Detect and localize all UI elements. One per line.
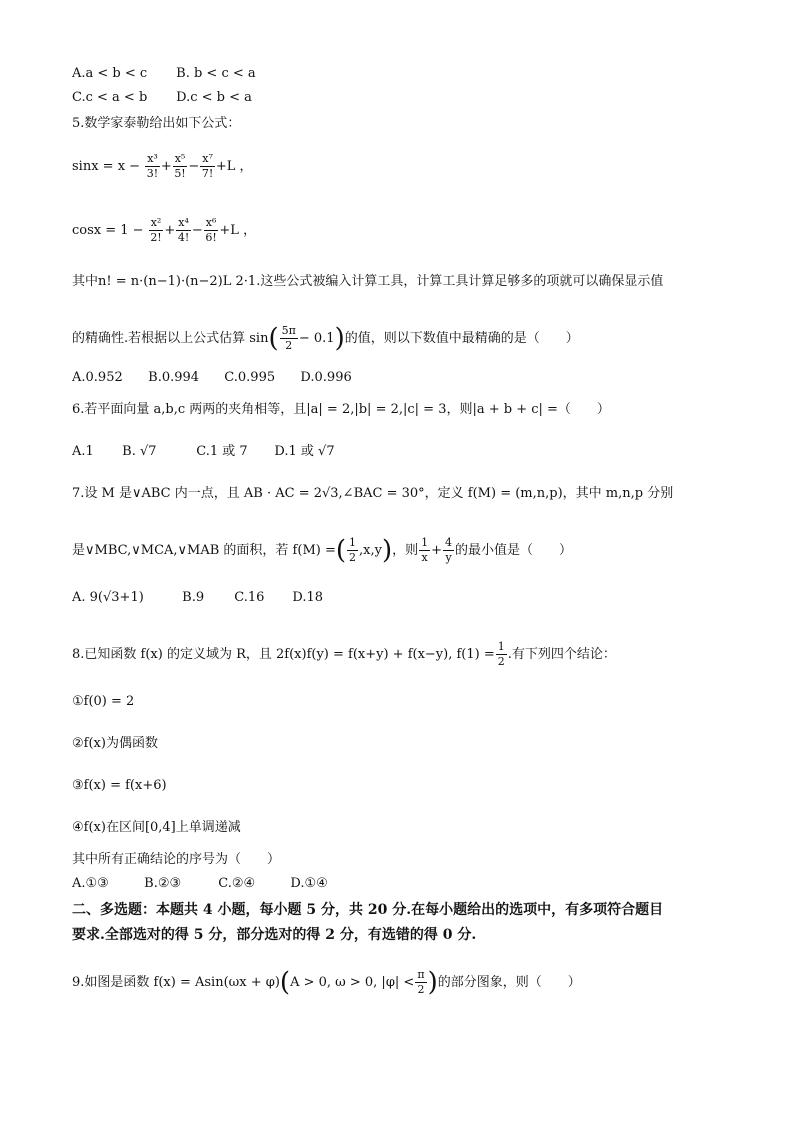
arg-tail: − 0.1	[298, 331, 335, 346]
cos-term-2	[176, 216, 191, 245]
q4-option-a: A.a < b < c	[72, 66, 148, 81]
cos-term-3	[204, 216, 219, 245]
q7-line2-pre: 是∨MBC,∨MCA,∨MAB 的面积，若 f(M) =	[72, 543, 336, 558]
sin-t3-den: 7!	[201, 167, 214, 180]
q8-conclusion-3: ③f(x) = f(x+6)	[72, 778, 167, 793]
q5-option-d: D.0.996	[300, 370, 352, 385]
q7-option-a: A. 9(√3+1)	[72, 590, 144, 605]
cos-t3-num: x⁶	[205, 216, 217, 229]
section2-heading-line1: 二、多选题：本题共 4 小题，每小题 5 分，共 20 分.在每小题给出的选项中，有多项符合题目	[72, 902, 664, 918]
ratio-2	[443, 536, 454, 565]
q7-option-c: C.16	[234, 590, 265, 605]
q6-stem: 6.若平面向量 a,b,c 两两的夹角相等，且|a| = 2,|b| = 2,|c| = 3，则|a + b + c| =（ ）	[72, 402, 610, 417]
q5-intro: 5.数学家泰勒给出如下公式：	[72, 116, 241, 131]
paren-close: )	[381, 535, 393, 566]
q8-stem-post: .有下列四个结论：	[507, 647, 616, 662]
f1-num: 1	[497, 640, 505, 653]
q4-option-c: C.c < a < b	[72, 90, 148, 105]
paren-close: )	[427, 967, 438, 998]
q7-options	[72, 588, 323, 608]
q5-option-c: C.0.995	[224, 370, 276, 385]
cos-t1-den: 2!	[150, 231, 162, 244]
cos-t2-den: 4!	[177, 231, 190, 244]
q5-sin-formula: sinx = x − $\frac{\text{x³}}{3!}$ + $\frac{\text{x⁵}}{5!}$ − $\frac{\text{x⁷}}{7!}$ +L ，	[72, 152, 253, 180]
q6-option-d: D.1 或 √7	[274, 444, 335, 459]
cos-term-1	[149, 216, 164, 245]
q7-option-d: D.18	[292, 590, 324, 605]
arg-num: 5π	[281, 324, 296, 337]
q4-option-b: B. b < c < a	[176, 66, 256, 81]
q5-option-a: A.0.952	[72, 370, 123, 385]
q8-option-a: A.①③	[72, 876, 109, 891]
q8-ask: 其中所有正确结论的序号为（ ）	[72, 852, 281, 867]
q9-stem	[72, 968, 581, 997]
q8-conclusion-4: ④f(x)在区间[0,4]上单调递减	[72, 820, 241, 835]
q8-stem-pre: 8.已知函数 f(x) 的定义域为 R，且 2f(x)f(y) = f(x+y) + f(x−y), f(1) =	[72, 647, 495, 662]
arg-den: 2	[285, 339, 293, 352]
sin-term-1	[145, 152, 160, 181]
cos-t3-den: 6!	[205, 231, 217, 244]
q5-cos-formula: cosx = 1 − $\frac{\text{x²}}{2!}$ + $\frac{\text{x⁴}}{4!}$ − $\frac{\text{x⁶}}{6!}$ +L ，	[72, 216, 257, 244]
q9-condition: A > 0, ω > 0, |φ| <	[290, 975, 415, 990]
sin-t1-num: x³	[147, 152, 158, 165]
paren-close: )	[334, 323, 345, 354]
sin-t3-num: x⁷	[202, 152, 213, 165]
sin-t2-den: 5!	[174, 167, 186, 180]
q6-options	[72, 442, 335, 462]
q8-option-d: D.①④	[290, 876, 328, 891]
q8-option-b: B.②③	[144, 876, 182, 891]
sin-argument	[280, 324, 298, 353]
cos-tail: +L ，	[219, 223, 257, 238]
section2-heading-line2: 要求.全部选对的得 5 分，部分选对的得 2 分，有选错的得 0 分.	[72, 927, 477, 943]
sin-tail: +L ，	[215, 159, 253, 174]
q4-option-d: D.c < b < a	[176, 90, 252, 105]
q8-stem	[72, 640, 616, 669]
f1-den: 2	[497, 655, 505, 668]
q7-stem: 7.设 M 是∨ABC 内一点，且 AB · AC = 2√3,∠BAC = 30°，定义 f(M) = (m,n,p)，其中 m,n,p 分别	[72, 486, 674, 501]
q7-line2	[72, 536, 572, 565]
q7-line2-mid: ，则	[392, 543, 419, 558]
q4-options-row2	[72, 88, 252, 108]
q6-option-c: C.1 或 7	[196, 444, 248, 459]
q6-option-b: B. √7	[122, 444, 157, 459]
sin-t1-den: 3!	[146, 167, 159, 180]
f-num: 1	[349, 536, 357, 549]
q8-conclusion-2: ②f(x)为偶函数	[72, 736, 158, 751]
cos-t1-num: x²	[150, 216, 162, 229]
f-tail: ,x,y	[359, 543, 382, 558]
q7-option-b: B.9	[182, 590, 205, 605]
ratio-1	[419, 536, 430, 565]
cos-t2-num: x⁴	[178, 216, 189, 229]
plus-sign: +	[431, 543, 443, 558]
q8-option-c: C.②④	[218, 876, 256, 891]
paren-open: (	[279, 967, 291, 998]
r2-num: 4	[445, 536, 453, 549]
r1-den: x	[421, 551, 428, 564]
q5-option-b: B.0.994	[148, 370, 200, 385]
r1-num: 1	[421, 536, 429, 549]
q9-stem-pre: 9.如图是函数 f(x) = Asin(ωx + φ)	[72, 975, 280, 990]
r2-den: y	[445, 551, 452, 564]
q8-options	[72, 874, 328, 894]
q6-option-a: A.1	[72, 444, 94, 459]
cos-lhs: cosx = 1 −	[72, 223, 144, 238]
paren-open: (	[268, 323, 279, 354]
f-den: 2	[349, 551, 357, 564]
q5-line2-pre: 的精确性.若根据以上公式估算 sin	[72, 331, 269, 346]
pi-den: 2	[417, 983, 425, 996]
paren-open: (	[335, 535, 347, 566]
q5-line2-post: 的值，则以下数值中最精确的是（ ）	[344, 331, 579, 346]
q5-explanation-line1: 其中n! = n·(n−1)·(n−2)L 2·1.这些公式被编入计算工具，计算工具计算足够多的项就可以确保显示值	[72, 274, 664, 289]
f-first-component	[347, 536, 358, 565]
q9-stem-post: 的部分图象，则（ ）	[437, 975, 581, 990]
q4-options-row1	[72, 64, 256, 84]
f1-value	[496, 640, 507, 669]
q7-line2-post: 的最小值是（ ）	[455, 543, 573, 558]
q5-options	[72, 368, 352, 388]
sin-lhs: sinx = x −	[72, 159, 141, 174]
sin-term-2	[173, 152, 188, 181]
sin-t2-num: x⁵	[174, 152, 186, 165]
pi-num: π	[417, 968, 425, 981]
sin-term-3	[200, 152, 215, 181]
q5-explanation-line2	[72, 324, 579, 353]
q8-conclusion-1: ①f(0) = 2	[72, 694, 135, 709]
pi-over-2	[415, 968, 426, 997]
